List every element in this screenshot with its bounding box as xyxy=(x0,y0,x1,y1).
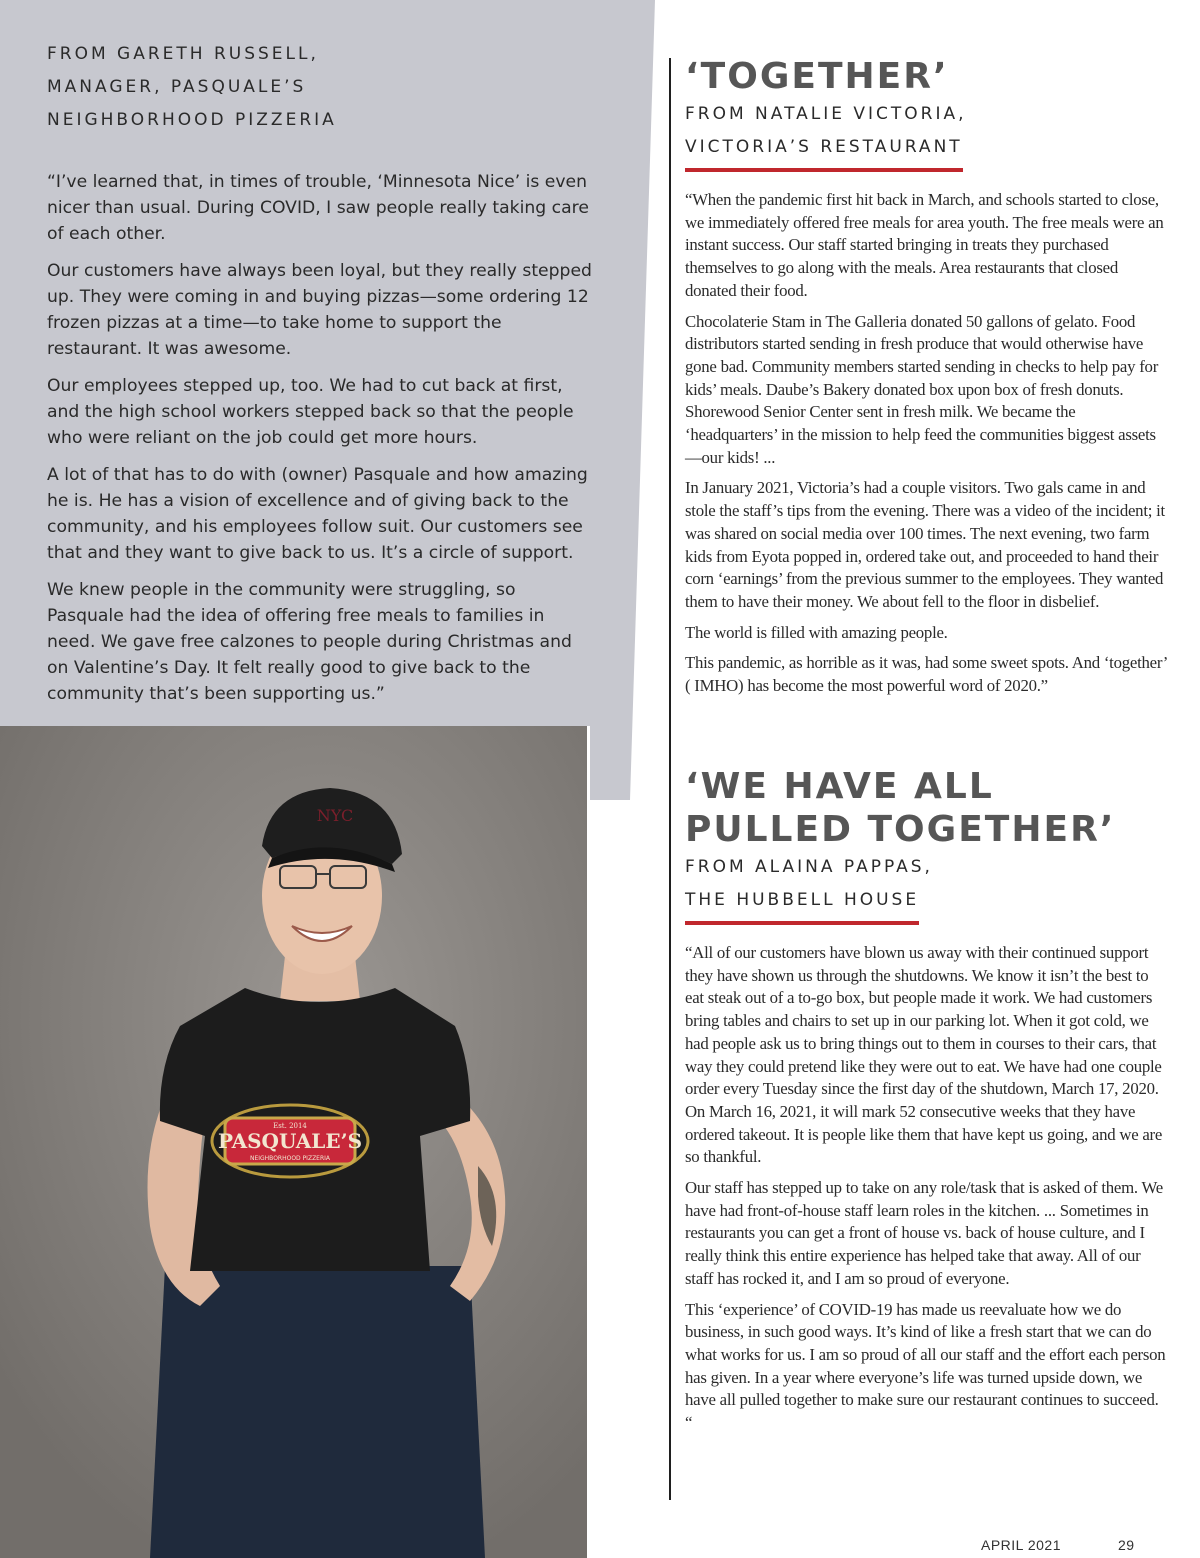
story1-byline-line-2: VICTORIA’S RESTAURANT xyxy=(685,137,963,157)
story2-headline-line-1: ‘WE HAVE ALL xyxy=(685,766,994,807)
story2-paragraph: Our staff has stepped up to take on any role/task that is asked of them. We have had front-of-house staff learn roles in the kitchen. ... Sometimes in restaurants you can get a front of house vs. back of house culture, and I really think this entire experience has helped take that away. All of our staff has rocked it, and I am so proud of everyone. xyxy=(685,1178,1163,1288)
story1-byline-line-1: FROM NATALIE VICTORIA, xyxy=(685,104,967,124)
left-kicker-line-2: MANAGER, PASQUALE’S xyxy=(47,77,307,97)
portrait-illustration xyxy=(0,726,587,1558)
story1-paragraph: The world is filled with amazing people. xyxy=(685,622,948,642)
story1-body xyxy=(685,189,1167,698)
story2-accent-bar xyxy=(685,921,919,925)
left-kicker-line-1: FROM GARETH RUSSELL, xyxy=(47,44,319,64)
story1-headline: ‘TOGETHER’ xyxy=(685,56,949,97)
left-paragraph: We knew people in the community were struggling, so Pasquale had the idea of offering free meals to families in need. We gave free calzones to people during Christmas and on Valentine’s Day. It felt really good to give back to the community that’s been supporting us.” xyxy=(47,580,572,704)
story1-paragraph: Chocolaterie Stam in The Galleria donated 50 gallons of gelato. Food distributors started sending in fresh produce that would otherwise have gone bad. Community members started sending in checks to help pay for kids’ meals. Daube’s Bakery donated box upon box of fresh donuts. Shorewood Senior Center sent in fresh milk. We became the ‘headquarters’ in the mission to help feed the communities biggest assets—our kids! ... xyxy=(685,311,1159,467)
left-paragraph: Our customers have always been loyal, but they really stepped up. They were coming in and buying pizzas—some ordering 12 frozen pizzas at a time—to take home to support the restaurant. It was awesome. xyxy=(47,261,592,359)
shirt-brand-text: PASQUALE’S xyxy=(217,1129,363,1153)
story2-paragraph: This ‘experience’ of COVID-19 has made us reevaluate how we do business, in such good ways. It’s kind of like a fresh start that we can do what works for us. I am so proud of all our staff and the effort each person has given. In a year where everyone’s life was turned upside down, we have all pulled together to make sure our restaurant continues to succeed. “ xyxy=(685,1299,1166,1433)
story-together xyxy=(685,55,1167,706)
portrait-photo xyxy=(0,726,587,1558)
footer-issue-date: APRIL 2021 xyxy=(981,1537,1061,1553)
story1-accent-bar xyxy=(685,168,963,172)
story2-body xyxy=(685,942,1167,1435)
footer-page-number: 29 xyxy=(1118,1537,1135,1553)
story1-paragraph: This pandemic, as horrible as it was, had some sweet spots. And ‘together’ ( IMHO) has become the most powerful word of 2020.” xyxy=(685,653,1167,696)
left-paragraph: Our employees stepped up, too. We had to cut back at first, and the high school workers stepped back so that the people who were reliant on the job could get more hours. xyxy=(47,376,574,448)
story2-paragraph: “All of our customers have blown us away with their continued support they have shown us through the shutdowns. We know it isn’t the best to eat steak out of a to-go box, but people made it work. We had customers bring tables and chairs to set up in our parking lot. When it got cold, we had people ask us to bring things out to them in courses to their cars, that way they could pretend like they were out to eat. We have had one couple order every Tuesday since the first day of the shutdown, March 17, 2020. On March 16, 2021, it will mark 52 consecutive weeks that they have ordered takeout. It is people like them that have kept us going, and we are so thankful. xyxy=(685,943,1163,1167)
shirt-sub-text: NEIGHBORHOOD PIZZERIA xyxy=(249,1155,331,1162)
cap-logo-text: NYC xyxy=(316,806,354,825)
left-quote-body xyxy=(47,169,595,707)
story1-paragraph: In January 2021, Victoria’s had a couple visitors. Two gals came in and stole the staff’s tips from the evening. There was a video of the incident; it was shared on social media over 100 times. The next evening, two farm kids from Eyota popped in, ordered take out, and proceeded to hand their corn ‘earnings’ from the previous summer to the employees. They wanted them to have their money. We about fell to the floor in disbelief. xyxy=(685,478,1165,611)
gareth-russell-quote xyxy=(47,38,595,718)
left-paragraph: A lot of that has to do with (owner) Pasquale and how amazing he is. He has a vision of excellence and of giving back to the community, and his employees follow suit. Our customers see that and they want to give back to us. It’s a circle of support. xyxy=(47,465,588,563)
left-kicker-line-3: NEIGHBORHOOD PIZZERIA xyxy=(47,110,337,130)
story2-byline-line-1: FROM ALAINA PAPPAS, xyxy=(685,857,933,877)
story2-byline-line-2: THE HUBBELL HOUSE xyxy=(685,890,920,910)
left-paragraph: “I’ve learned that, in times of trouble, ‘Minnesota Nice’ is even nicer than usual. During COVID, I saw people really taking care of each other. xyxy=(47,172,589,244)
story1-paragraph: “When the pandemic first hit back in March, and schools started to close, we immediately offered free meals for area youth. The free meals were an instant success. Our staff started bringing in treats they purchased themselves to go along with the meals. Area restaurants that closed donated their food. xyxy=(685,190,1164,300)
story-pulled-together xyxy=(685,765,1167,1443)
shirt-est-text: Est. 2014 xyxy=(273,1122,307,1130)
column-divider xyxy=(669,58,671,1500)
story2-headline-line-2: PULLED TOGETHER’ xyxy=(685,809,1116,850)
